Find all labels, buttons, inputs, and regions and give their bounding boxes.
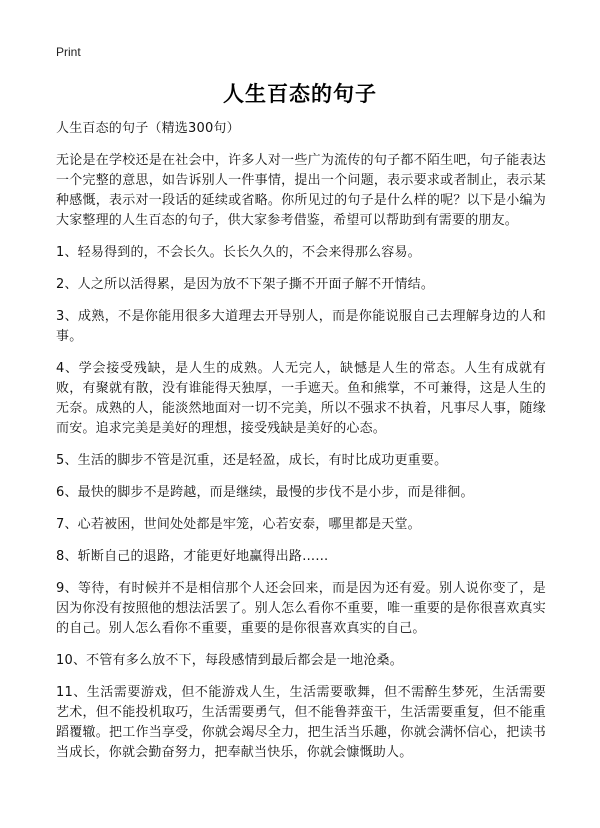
page-title: 人生百态的句子 xyxy=(223,82,377,106)
sentence-item-11: 11、生活需要游戏，但不能游戏人生，生活需要歌舞，但不需醉生梦死，生活需要艺术，但不能投机取巧，生活需要勇气，但不能鲁莽蛮干，生活需要重复，但不能重蹈覆辙。把工作当享受，你就会竭尽全力，把生活当乐趣，你就会满怀信心，把读书当成长，你就会勤奋努力，把奉献当快乐，你就会慷慨助人。 xyxy=(56,685,546,760)
sentence-item-2: 2、人之所以活得累，是因为放不下架子撕不开面子解不开情结。 xyxy=(56,277,435,292)
sentence-item-10: 10、不管有多么放不下，每段感情到最后都会是一地沧桑。 xyxy=(56,653,403,668)
print-link[interactable]: Print xyxy=(56,45,81,59)
article-body xyxy=(56,119,546,775)
sentence-item-3: 3、成熟，不是你能用很多大道理去开导别人，而是你能说服自己去理解身边的人和事。 xyxy=(56,309,546,344)
sentence-item-9: 9、等待，有时候并不是相信那个人还会回来，而是因为还有爱。别人说你变了，是因为你没有按照他的想法活罢了。别人怎么看你不重要，唯一重要的是你很喜欢真实的自己。别人怎么看你不重要，重要的是你很喜欢真实的自己。 xyxy=(56,581,546,636)
article-subtitle: 人生百态的句子（精选300句） xyxy=(56,121,240,136)
sentence-item-8: 8、斩断自己的退路，才能更好地赢得出路…… xyxy=(56,549,329,564)
article-intro: 无论是在学校还是在社会中，许多人对一些广为流传的句子都不陌生吧，句子能表达一个完整的意思，如告诉别人一件事情，提出一个问题，表示要求或者制止，表示某种感慨，表示对一段话的延续或省略。你所见过的句子是什么样的呢？以下是小编为大家整理的人生百态的句子，供大家参考借鉴，希望可以帮助到有需要的朋友。 xyxy=(56,153,546,228)
sentence-item-5: 5、生活的脚步不管是沉重，还是轻盈，成长，有时比成功更重要。 xyxy=(56,453,448,468)
sentence-item-4: 4、学会接受残缺，是人生的成熟。人无完人，缺憾是人生的常态。人生有成就有败，有聚就有散，没有谁能得天独厚，一手遮天。鱼和熊掌，不可兼得，这是人生的无奈。成熟的人，能淡然地面对一切不完美，所以不强求不执着，凡事尽人事，随缘而安。追求完美是美好的理想，接受残缺是美好的心态。 xyxy=(56,361,546,436)
sentence-item-1: 1、轻易得到的，不会长久。长长久久的，不会来得那么容易。 xyxy=(56,245,421,260)
sentence-item-6: 6、最快的脚步不是跨越，而是继续，最慢的步伐不是小步，而是徘徊。 xyxy=(56,485,474,500)
sentence-item-7: 7、心若被困，世间处处都是牢笼，心若安泰，哪里都是天堂。 xyxy=(56,517,421,532)
